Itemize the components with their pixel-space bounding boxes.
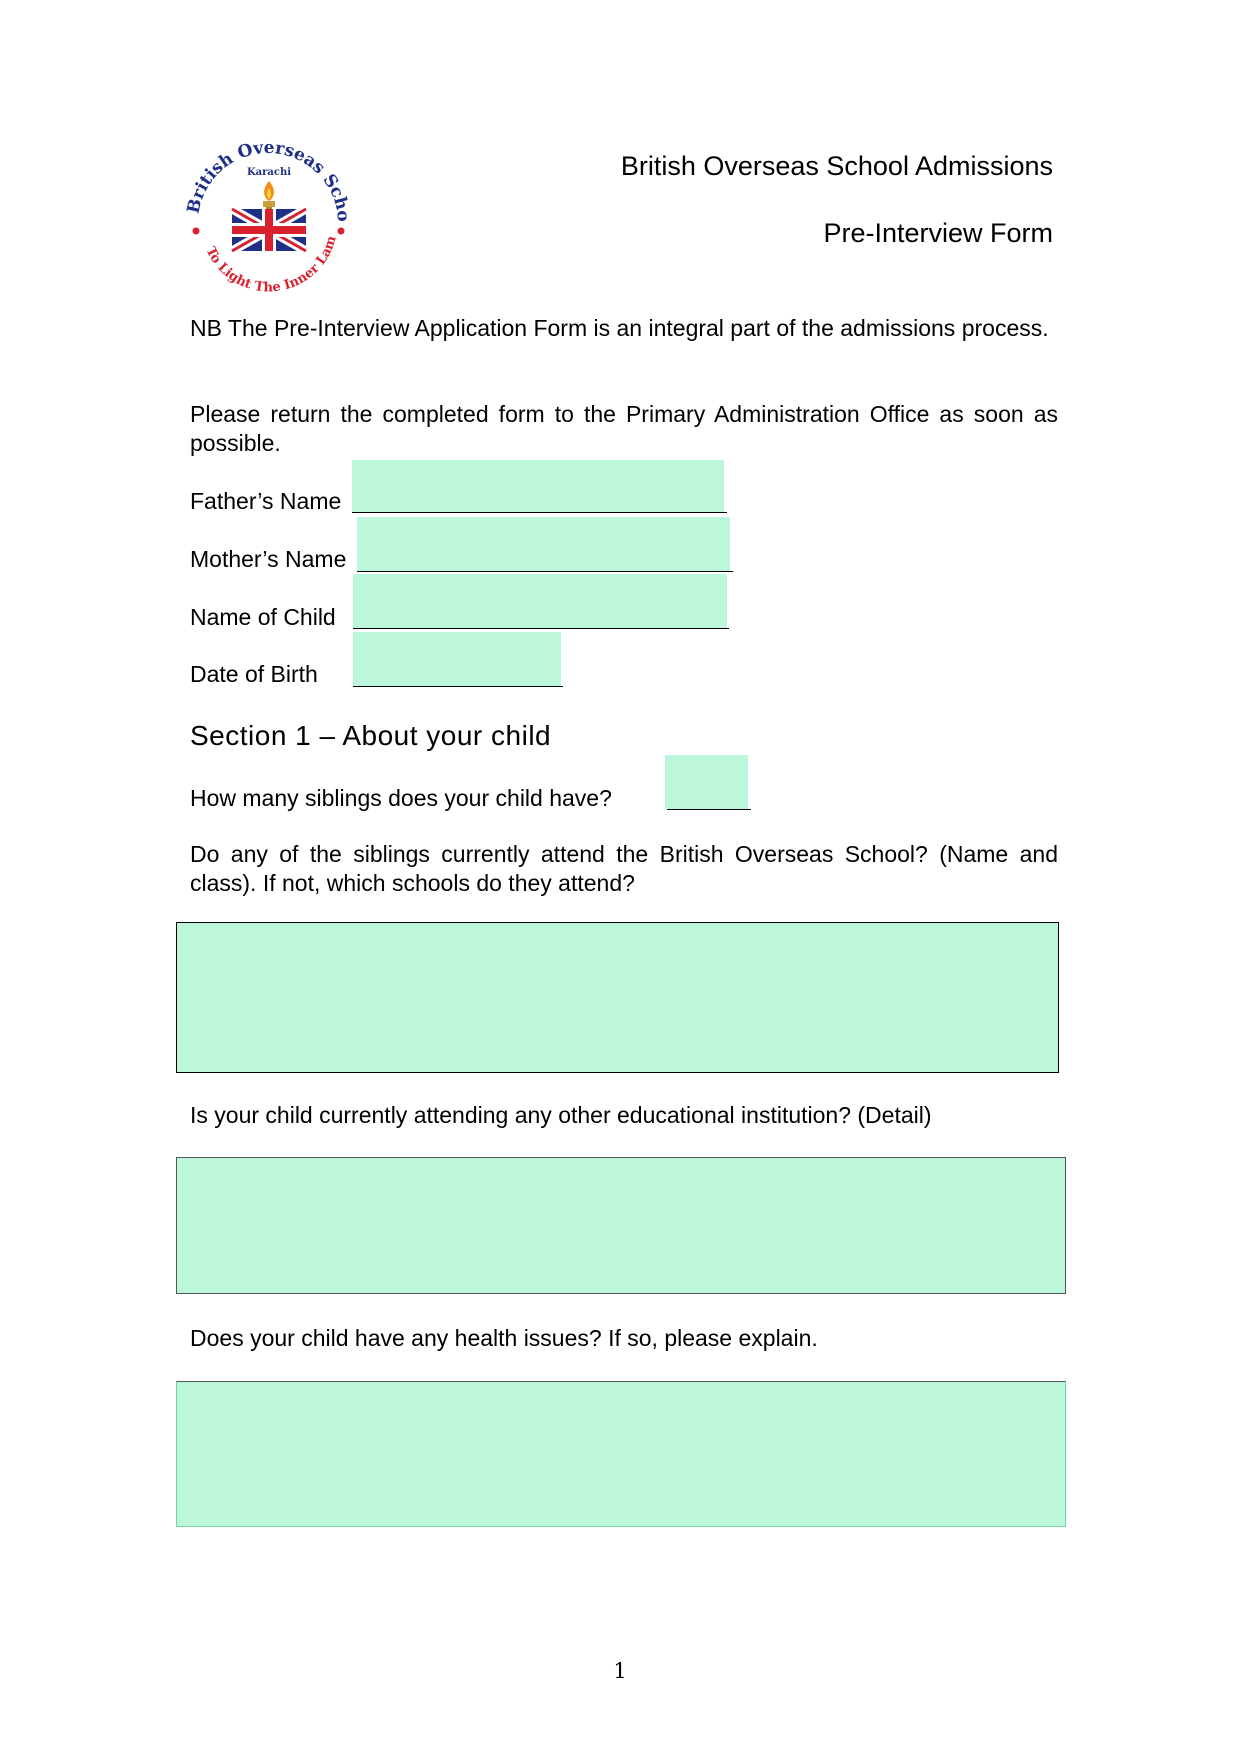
siblings-school-question: Do any of the siblings currently attend the British Overseas School? (Name and class). If not, which schools do they attend? [190,841,1058,896]
child-name-underline [353,628,729,629]
siblings-count-question: How many siblings does your child have? [190,785,612,811]
mother-name-label: Mother’s Name [190,546,347,572]
mother-name-underline [357,571,733,572]
siblings-school-answer-box[interactable] [176,922,1059,1073]
return-instructions: Please return the completed form to the Primary Administration Office as soon as possible. [190,401,1058,456]
father-name-label: Father’s Name [190,488,342,514]
form-header-title: British Overseas School Admissions [620,151,1053,181]
health-issues-answer-box[interactable] [176,1381,1066,1527]
svg-text:British Overseas School: British Overseas Scho [184,143,354,223]
siblings-count-field[interactable] [665,755,748,809]
father-name-underline [352,512,727,513]
other-institution-answer-box[interactable] [176,1157,1066,1294]
other-institution-question: Is your child currently attending any other educational institution? (Detail) [190,1102,932,1128]
intro-note: NB The Pre-Interview Application Form is an integral part of the admissions process. [190,315,1049,341]
siblings-count-underline [667,809,751,810]
svg-text:To Light The Inner Lamp: To Light The Inner Lam [202,233,340,296]
page-number: 1 [613,1659,627,1683]
mother-name-field[interactable] [357,517,730,571]
health-issues-question: Does your child have any health issues? If so, please explain. [190,1325,818,1351]
date-of-birth-underline [353,686,563,687]
date-of-birth-field[interactable] [353,632,561,686]
school-logo [184,143,354,303]
date-of-birth-label: Date of Birth [190,661,318,687]
form-header-subtitle: Pre-Interview Form [823,218,1053,248]
child-name-field[interactable] [353,574,727,628]
father-name-field[interactable] [352,460,724,512]
section-1-heading: Section 1 – About your child [190,720,552,751]
logo-city: Karachi [246,167,292,178]
child-name-label: Name of Child [190,604,336,630]
